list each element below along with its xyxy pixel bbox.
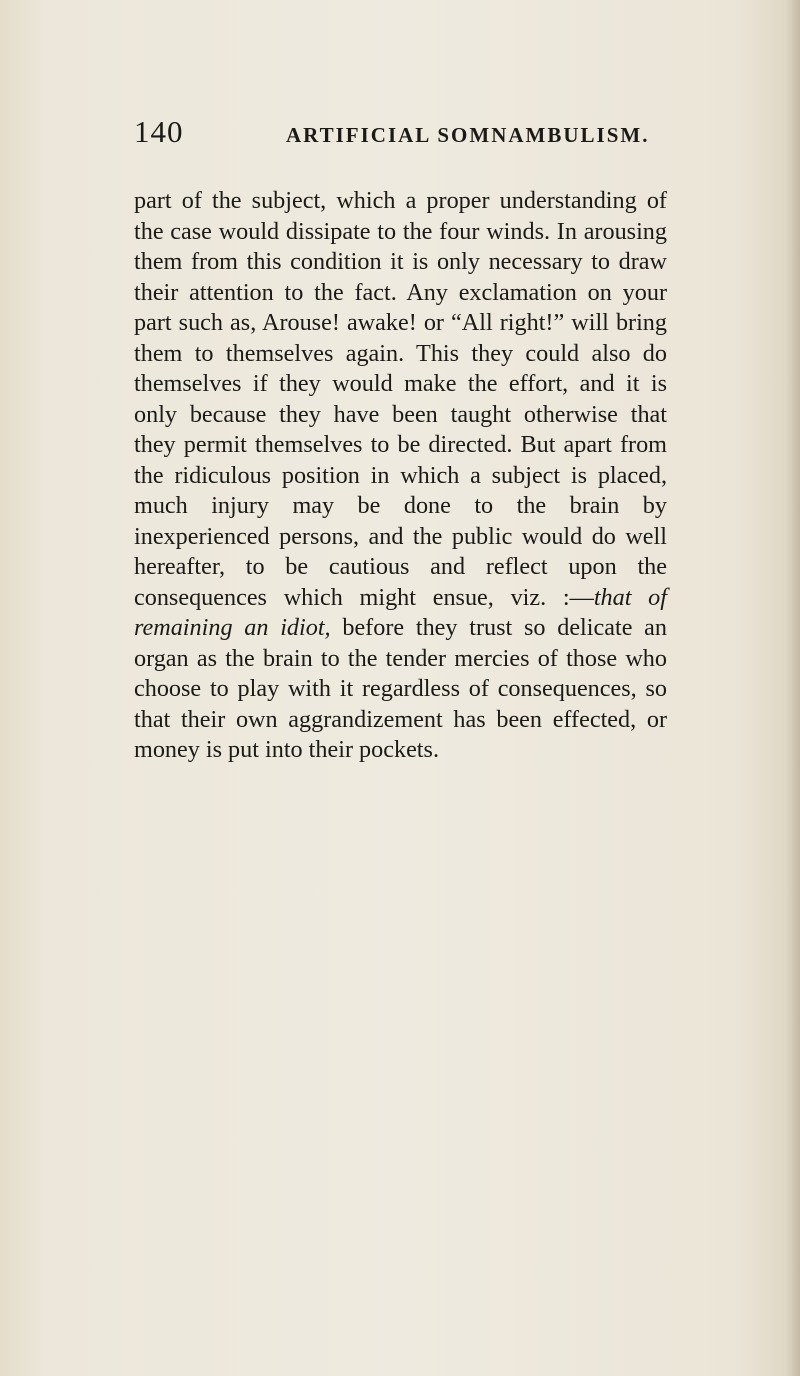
running-head xyxy=(134,114,674,154)
body-text-before-italic: part of the subject, which a proper understanding of the case would dissipate to the four winds. In arousing them from this condition it is only necessary to draw their attention to the fact. Any exclamation on your part such as, Arouse! awake! or “All right!” will bring them to themselves again. This they could also do themselves if they would make the effort, and it is only because they have been taught otherwise that they permit themselves to be directed. But apart from the ridiculous position in which a subject is placed, much injury may be done to the brain by inexperienced persons, and the public would do well hereafter, to be cautious and reflect upon the consequences which might ensue, viz. :— xyxy=(134,187,667,611)
running-title: ARTIFICIAL SOMNAMBULISM. xyxy=(286,123,650,147)
body-text-after-italic: before they trust so delicate an organ as the brain to the tender mercies of those who choose to play with it regardless of consequences, so that their own aggrandizement has been effected, or money is put into their pockets. xyxy=(134,614,667,763)
body-paragraph xyxy=(134,186,667,766)
page-number: 140 xyxy=(134,114,184,149)
body-text-italic: that of remaining an idiot, xyxy=(134,583,667,641)
page-edge-shadow xyxy=(786,0,800,1376)
